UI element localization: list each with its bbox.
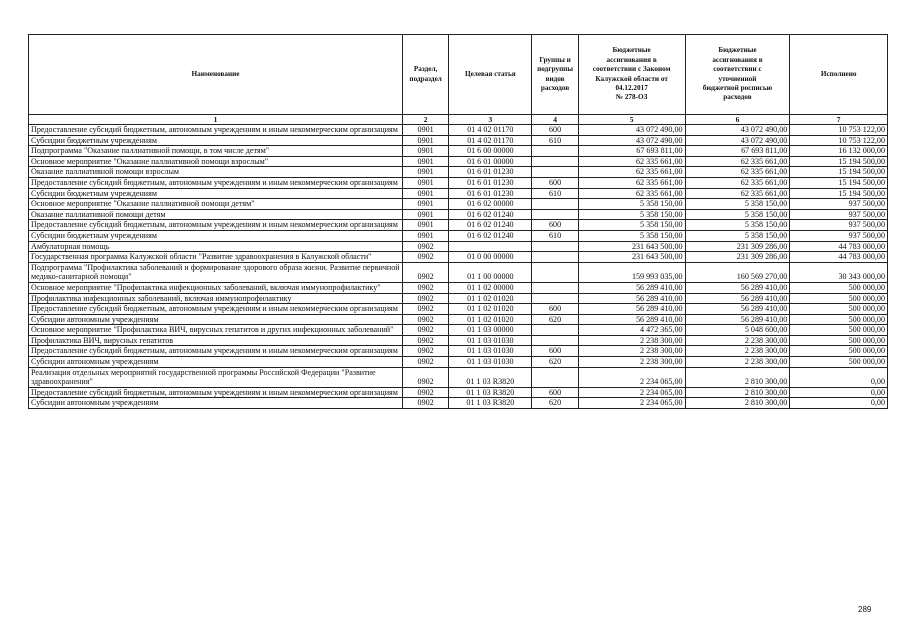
table-row xyxy=(29,156,888,167)
section-cell: 0901 xyxy=(403,156,449,167)
header-law-allocations: Бюджетные ассигнования в соответствии с Законом Калужской области от 04.12.2017 № 278-ОЗ xyxy=(578,35,685,115)
expense-type-cell xyxy=(532,156,578,167)
row-name-cell: Субсидии бюджетным учреждениям xyxy=(29,135,403,146)
target-item-cell: 01 1 02 01020 xyxy=(449,314,532,325)
table-row xyxy=(29,325,888,336)
section-cell: 0901 xyxy=(403,199,449,210)
target-item-cell: 01 6 02 01240 xyxy=(449,220,532,231)
section-cell: 0901 xyxy=(403,177,449,188)
target-item-cell: 01 1 03 R3820 xyxy=(449,367,532,387)
section-cell: 0902 xyxy=(403,398,449,409)
table-row xyxy=(29,357,888,368)
target-item-cell: 01 1 03 01030 xyxy=(449,346,532,357)
table-row xyxy=(29,262,888,282)
executed-cell: 0,00 xyxy=(790,367,888,387)
law-allocation-cell: 56 289 410,00 xyxy=(578,293,685,304)
target-item-cell: 01 0 00 00000 xyxy=(449,252,532,263)
refined-allocation-cell: 5 048 600,00 xyxy=(685,325,790,336)
page-number: 289 xyxy=(858,605,872,614)
table-header-row xyxy=(29,35,888,115)
law-allocation-cell: 67 693 811,00 xyxy=(578,146,685,157)
expense-type-cell xyxy=(532,241,578,252)
expense-type-cell: 600 xyxy=(532,220,578,231)
table-row xyxy=(29,282,888,293)
row-name-cell: Предоставление субсидий бюджетным, автономным учреждениям и иным некоммерческим организациям xyxy=(29,220,403,231)
section-cell: 0902 xyxy=(403,241,449,252)
expense-type-cell: 610 xyxy=(532,135,578,146)
row-name-cell: Предоставление субсидий бюджетным, автономным учреждениям и иным некоммерческим организациям xyxy=(29,177,403,188)
refined-allocation-cell: 43 072 490,00 xyxy=(685,125,790,136)
refined-allocation-cell: 56 289 410,00 xyxy=(685,293,790,304)
row-name-cell: Подпрограмма "Профилактика заболеваний и формирование здорового образа жизни. Развитие первичной медико-санитарной помощи" xyxy=(29,262,403,282)
law-allocation-cell: 43 072 490,00 xyxy=(578,135,685,146)
executed-cell: 500 000,00 xyxy=(790,346,888,357)
table-row xyxy=(29,209,888,220)
section-cell: 0902 xyxy=(403,335,449,346)
law-allocation-cell: 5 358 150,00 xyxy=(578,209,685,220)
row-name-cell: Государственная программа Калужской области "Развитие здравоохранения в Калужской области" xyxy=(29,252,403,263)
table-row xyxy=(29,387,888,398)
refined-allocation-cell: 5 358 150,00 xyxy=(685,199,790,210)
row-name-cell: Предоставление субсидий бюджетным, автономным учреждениям и иным некоммерческим организациям xyxy=(29,387,403,398)
refined-allocation-cell: 43 072 490,00 xyxy=(685,135,790,146)
refined-allocation-cell: 56 289 410,00 xyxy=(685,282,790,293)
row-name-cell: Основное мероприятие "Оказание паллиативной помощи детям" xyxy=(29,199,403,210)
row-name-cell: Субсидии бюджетным учреждениям xyxy=(29,188,403,199)
header-refined-allocations: Бюджетные ассигнования в соответствии с уточненной бюджетной росписью расходов xyxy=(685,35,790,115)
executed-cell: 500 000,00 xyxy=(790,304,888,315)
law-allocation-cell: 5 358 150,00 xyxy=(578,199,685,210)
section-cell: 0902 xyxy=(403,346,449,357)
law-allocation-cell: 231 643 500,00 xyxy=(578,252,685,263)
law-allocation-cell: 2 238 300,00 xyxy=(578,335,685,346)
law-allocation-cell: 56 289 410,00 xyxy=(578,304,685,315)
refined-allocation-cell: 2 238 300,00 xyxy=(685,357,790,368)
section-cell: 0901 xyxy=(403,209,449,220)
target-item-cell: 01 1 02 01020 xyxy=(449,293,532,304)
table-row xyxy=(29,241,888,252)
executed-cell: 15 194 500,00 xyxy=(790,156,888,167)
refined-allocation-cell: 2 238 300,00 xyxy=(685,346,790,357)
table-row xyxy=(29,398,888,409)
refined-allocation-cell: 62 335 661,00 xyxy=(685,156,790,167)
law-allocation-cell: 2 238 300,00 xyxy=(578,357,685,368)
refined-allocation-cell: 62 335 661,00 xyxy=(685,188,790,199)
column-number: 7 xyxy=(790,115,888,125)
section-cell: 0902 xyxy=(403,262,449,282)
executed-cell: 500 000,00 xyxy=(790,325,888,336)
section-cell: 0902 xyxy=(403,314,449,325)
refined-allocation-cell: 56 289 410,00 xyxy=(685,304,790,315)
table-row xyxy=(29,135,888,146)
section-cell: 0901 xyxy=(403,220,449,231)
header-executed: Исполнено xyxy=(790,35,888,115)
law-allocation-cell: 2 234 065,00 xyxy=(578,387,685,398)
law-allocation-cell: 2 234 065,00 xyxy=(578,398,685,409)
refined-allocation-cell: 67 693 811,00 xyxy=(685,146,790,157)
executed-cell: 500 000,00 xyxy=(790,293,888,304)
expense-type-cell xyxy=(532,335,578,346)
section-cell: 0902 xyxy=(403,304,449,315)
expense-type-cell: 600 xyxy=(532,346,578,357)
refined-allocation-cell: 160 569 270,00 xyxy=(685,262,790,282)
row-name-cell: Подпрограмма "Оказание паллиативной помощи, в том числе детям" xyxy=(29,146,403,157)
target-item-cell: 01 1 00 00000 xyxy=(449,262,532,282)
expense-type-cell xyxy=(532,325,578,336)
section-cell: 0901 xyxy=(403,146,449,157)
law-allocation-cell: 4 472 365,00 xyxy=(578,325,685,336)
target-item-cell: 01 1 03 01030 xyxy=(449,357,532,368)
expense-type-cell: 620 xyxy=(532,314,578,325)
refined-allocation-cell: 5 358 150,00 xyxy=(685,230,790,241)
executed-cell: 500 000,00 xyxy=(790,314,888,325)
section-cell: 0902 xyxy=(403,357,449,368)
row-name-cell: Предоставление субсидий бюджетным, автономным учреждениям и иным некоммерческим организациям xyxy=(29,304,403,315)
row-name-cell: Субсидии автономным учреждениям xyxy=(29,357,403,368)
executed-cell: 500 000,00 xyxy=(790,335,888,346)
target-item-cell: 01 6 01 01230 xyxy=(449,167,532,178)
law-allocation-cell: 62 335 661,00 xyxy=(578,156,685,167)
law-allocation-cell: 56 289 410,00 xyxy=(578,314,685,325)
row-name-cell: Профилактика инфекционных заболеваний, включая иммунопрофилактику xyxy=(29,293,403,304)
target-item-cell: 01 4 02 01170 xyxy=(449,135,532,146)
expense-type-cell xyxy=(532,146,578,157)
section-cell: 0902 xyxy=(403,252,449,263)
target-item-cell: 01 6 02 01240 xyxy=(449,209,532,220)
table-row xyxy=(29,199,888,210)
executed-cell: 16 132 000,00 xyxy=(790,146,888,157)
executed-cell: 500 000,00 xyxy=(790,282,888,293)
header-section: Раздел, подраздел xyxy=(403,35,449,115)
executed-cell: 10 753 122,00 xyxy=(790,125,888,136)
executed-cell: 937 500,00 xyxy=(790,209,888,220)
table-row xyxy=(29,188,888,199)
section-cell: 0902 xyxy=(403,325,449,336)
target-item-cell: 01 1 03 R3820 xyxy=(449,387,532,398)
table-row xyxy=(29,167,888,178)
expense-type-cell xyxy=(532,167,578,178)
law-allocation-cell: 56 289 410,00 xyxy=(578,282,685,293)
target-item-cell: 01 4 02 01170 xyxy=(449,125,532,136)
table-row xyxy=(29,314,888,325)
header-expense-type: Группы и подгруппы видов расходов xyxy=(532,35,578,115)
refined-allocation-cell: 2 238 300,00 xyxy=(685,335,790,346)
refined-allocation-cell: 62 335 661,00 xyxy=(685,167,790,178)
expense-type-cell: 620 xyxy=(532,398,578,409)
executed-cell: 937 500,00 xyxy=(790,220,888,231)
table-row xyxy=(29,146,888,157)
row-name-cell: Субсидии автономным учреждениям xyxy=(29,398,403,409)
expense-type-cell: 600 xyxy=(532,125,578,136)
executed-cell: 44 783 000,00 xyxy=(790,241,888,252)
column-number: 4 xyxy=(532,115,578,125)
table-row xyxy=(29,335,888,346)
header-target-item: Целевая статья xyxy=(449,35,532,115)
target-item-cell: 01 6 02 00000 xyxy=(449,199,532,210)
table-row xyxy=(29,304,888,315)
target-item-cell: 01 1 03 01030 xyxy=(449,335,532,346)
expense-type-cell xyxy=(532,262,578,282)
table-row xyxy=(29,367,888,387)
target-item-cell: 01 6 01 00000 xyxy=(449,156,532,167)
law-allocation-cell: 62 335 661,00 xyxy=(578,177,685,188)
law-allocation-cell: 43 072 490,00 xyxy=(578,125,685,136)
row-name-cell: Амбулаторная помощь xyxy=(29,241,403,252)
budget-table xyxy=(28,34,888,409)
column-number-row xyxy=(29,115,888,125)
row-name-cell: Субсидии бюджетным учреждениям xyxy=(29,230,403,241)
refined-allocation-cell: 2 810 300,00 xyxy=(685,387,790,398)
table-row xyxy=(29,220,888,231)
refined-allocation-cell: 2 810 300,00 xyxy=(685,367,790,387)
executed-cell: 0,00 xyxy=(790,387,888,398)
column-number: 2 xyxy=(403,115,449,125)
section-cell: 0902 xyxy=(403,387,449,398)
target-item-cell xyxy=(449,241,532,252)
refined-allocation-cell: 2 810 300,00 xyxy=(685,398,790,409)
row-name-cell: Основное мероприятие "Профилактика ВИЧ, вирусных гепатитов и других инфекционных заболеваний" xyxy=(29,325,403,336)
executed-cell: 15 194 500,00 xyxy=(790,167,888,178)
expense-type-cell: 600 xyxy=(532,387,578,398)
column-number: 6 xyxy=(685,115,790,125)
executed-cell: 937 500,00 xyxy=(790,199,888,210)
refined-allocation-cell: 62 335 661,00 xyxy=(685,177,790,188)
law-allocation-cell: 5 358 150,00 xyxy=(578,220,685,231)
section-cell: 0901 xyxy=(403,135,449,146)
executed-cell: 10 753 122,00 xyxy=(790,135,888,146)
target-item-cell: 01 1 03 00000 xyxy=(449,325,532,336)
law-allocation-cell: 2 234 065,00 xyxy=(578,367,685,387)
refined-allocation-cell: 5 358 150,00 xyxy=(685,220,790,231)
executed-cell: 15 194 500,00 xyxy=(790,188,888,199)
refined-allocation-cell: 231 309 286,00 xyxy=(685,252,790,263)
table-row xyxy=(29,346,888,357)
row-name-cell: Реализация отдельных мероприятий государственной программы Российской Федерации "Развитие здравоохранения" xyxy=(29,367,403,387)
target-item-cell: 01 1 02 01020 xyxy=(449,304,532,315)
column-number: 1 xyxy=(29,115,403,125)
expense-type-cell: 610 xyxy=(532,188,578,199)
expense-type-cell xyxy=(532,293,578,304)
target-item-cell: 01 6 01 01230 xyxy=(449,177,532,188)
law-allocation-cell: 5 358 150,00 xyxy=(578,230,685,241)
expense-type-cell: 620 xyxy=(532,357,578,368)
expense-type-cell xyxy=(532,209,578,220)
refined-allocation-cell: 56 289 410,00 xyxy=(685,314,790,325)
law-allocation-cell: 2 238 300,00 xyxy=(578,346,685,357)
executed-cell: 500 000,00 xyxy=(790,357,888,368)
refined-allocation-cell: 5 358 150,00 xyxy=(685,209,790,220)
table-row xyxy=(29,125,888,136)
target-item-cell: 01 6 02 01240 xyxy=(449,230,532,241)
target-item-cell: 01 1 03 R3820 xyxy=(449,398,532,409)
expense-type-cell xyxy=(532,252,578,263)
row-name-cell: Оказание паллиативной помощи детям xyxy=(29,209,403,220)
row-name-cell: Предоставление субсидий бюджетным, автономным учреждениям и иным некоммерческим организациям xyxy=(29,125,403,136)
refined-allocation-cell: 231 309 286,00 xyxy=(685,241,790,252)
executed-cell: 30 343 000,00 xyxy=(790,262,888,282)
section-cell: 0901 xyxy=(403,230,449,241)
row-name-cell: Субсидии автономным учреждениям xyxy=(29,314,403,325)
expense-type-cell: 600 xyxy=(532,304,578,315)
row-name-cell: Предоставление субсидий бюджетным, автономным учреждениям и иным некоммерческим организациям xyxy=(29,346,403,357)
executed-cell: 15 194 500,00 xyxy=(790,177,888,188)
section-cell: 0901 xyxy=(403,125,449,136)
table-row xyxy=(29,230,888,241)
table-row xyxy=(29,177,888,188)
table-row xyxy=(29,293,888,304)
row-name-cell: Профилактика ВИЧ, вирусных гепатитов xyxy=(29,335,403,346)
expense-type-cell xyxy=(532,367,578,387)
law-allocation-cell: 62 335 661,00 xyxy=(578,188,685,199)
expense-type-cell xyxy=(532,282,578,293)
target-item-cell: 01 6 01 01230 xyxy=(449,188,532,199)
column-number: 5 xyxy=(578,115,685,125)
section-cell: 0901 xyxy=(403,188,449,199)
table-row xyxy=(29,252,888,263)
executed-cell: 0,00 xyxy=(790,398,888,409)
column-number: 3 xyxy=(449,115,532,125)
section-cell: 0902 xyxy=(403,367,449,387)
header-name: Наименование xyxy=(29,35,403,115)
expense-type-cell: 600 xyxy=(532,177,578,188)
expense-type-cell: 610 xyxy=(532,230,578,241)
law-allocation-cell: 159 993 035,00 xyxy=(578,262,685,282)
budget-report-sheet xyxy=(28,34,888,409)
executed-cell: 937 500,00 xyxy=(790,230,888,241)
section-cell: 0901 xyxy=(403,167,449,178)
expense-type-cell xyxy=(532,199,578,210)
target-item-cell: 01 1 02 00000 xyxy=(449,282,532,293)
section-cell: 0902 xyxy=(403,293,449,304)
row-name-cell: Основное мероприятие "Профилактика инфекционных заболеваний, включая иммунопрофилактику" xyxy=(29,282,403,293)
law-allocation-cell: 231 643 500,00 xyxy=(578,241,685,252)
row-name-cell: Основное мероприятие "Оказание паллиативной помощи взрослым" xyxy=(29,156,403,167)
target-item-cell: 01 6 00 00000 xyxy=(449,146,532,157)
law-allocation-cell: 62 335 661,00 xyxy=(578,167,685,178)
section-cell: 0902 xyxy=(403,282,449,293)
row-name-cell: Оказание паллиативной помощи взрослым xyxy=(29,167,403,178)
executed-cell: 44 783 000,00 xyxy=(790,252,888,263)
